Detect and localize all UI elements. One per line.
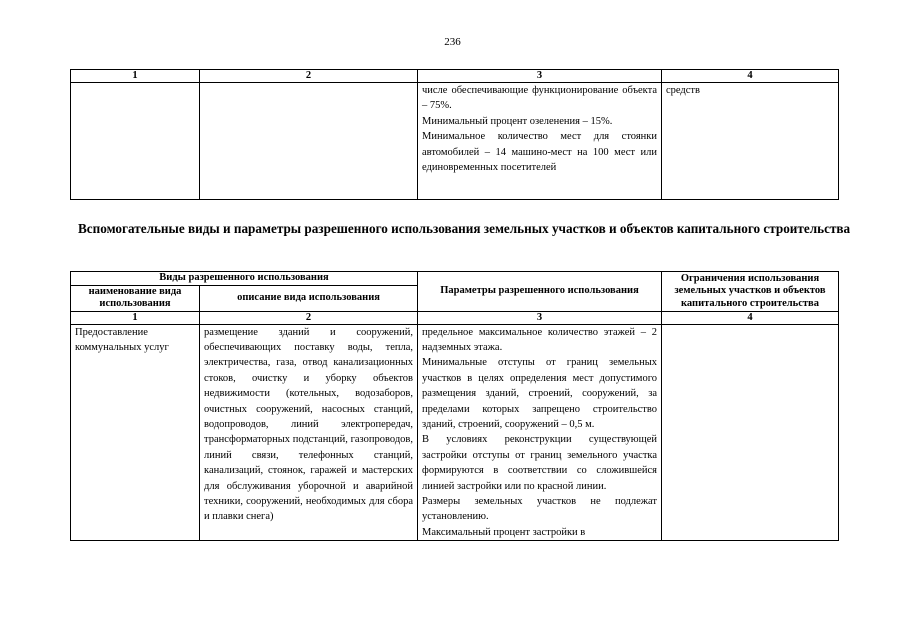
column-number: 3 [418,70,662,83]
column-number: 1 [71,70,200,83]
header-name: наименование вида использования [71,285,200,311]
column-number: 3 [418,311,662,324]
parameter-paragraph: Минимальные отступы от границ земельных участков в целях определения мест допустимого размещения зданий, строений, сооружений, за пределами которых запрещено строительство зданий, строений, сооружений – 0,5 м. [422,357,658,430]
main-table [70,271,839,541]
top-table [70,69,839,200]
parameter-paragraph: предельное максимальное количество этажей – 2 надземных этажа. [422,326,658,353]
parameter-paragraph: Минимальный процент озеленения – 15%. [422,115,613,127]
table-row [71,83,839,200]
use-name-cell: Предоставление коммунальных услуг [71,324,200,541]
header-restrictions: Ограничения использования земельных участков и объектов капитального строительства [662,272,839,312]
parameter-paragraph: числе обеспечивающие функционирование объекта – 75%. [422,85,657,112]
column-number-row [71,70,839,83]
parameters-cell [418,83,662,200]
empty-cell [71,83,200,200]
restrictions-cell [662,324,839,541]
section-heading: Вспомогательные виды и параметры разрешенного использования земельных участков и объектов капитального строительства [78,221,851,236]
parameters-cell [418,324,662,541]
parameter-paragraph: Минимальное количество мест для стоянки автомобилей – 14 машино-мест на 100 мест или единовременных посетителей [422,131,657,174]
column-number: 2 [200,70,418,83]
header-description: описание вида использования [200,285,418,311]
parameter-paragraph: Максимальный процент застройки в [422,526,586,538]
parameter-paragraph: Размеры земельных участков не подлежат установлению. [422,495,658,523]
column-number-row [71,311,839,324]
column-number: 1 [71,311,200,324]
header-parameters: Параметры разрешенного использования [418,272,662,312]
column-number: 2 [200,311,418,324]
use-description-cell: размещение зданий и сооружений, обеспечивающих поставку воды, тепла, электричества, газа, отвод канализационных стоков, очистку и уборку объектов недвижимости (котельных, водозаборов, очистных сооружений, насосных станций, водопроводов, линий электропередач, трансформаторных подстанций, газопроводов, линий связи, телефонных станций, канализаций, стоянок, гаражей и мастерских для обслуживания уборочной и аварийной техники, сооружений, необходимых для сбора и плавки снега) [200,324,418,541]
parameter-paragraph: В условиях реконструкции существующей застройки отступы от границ земельного участка формируются в соответствии со сложившейся линией застройки или по красной линии. [422,434,658,492]
column-number: 4 [662,70,839,83]
page-number: 236 [444,36,461,48]
table-row [71,324,839,541]
header-group: Виды разрешенного использования [71,272,418,286]
restrictions-cell: средств [662,83,839,200]
header-row [71,272,839,286]
empty-cell [200,83,418,200]
column-number: 4 [662,311,839,324]
